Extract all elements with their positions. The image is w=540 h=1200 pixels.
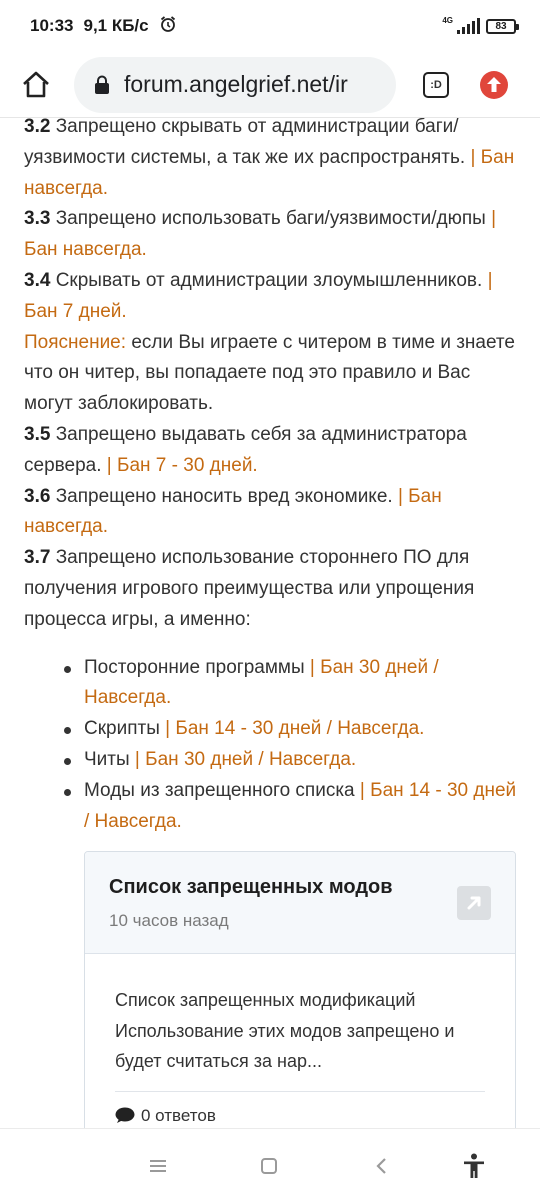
battery-icon xyxy=(486,19,516,34)
item-text: Скрипты xyxy=(84,718,160,740)
rule-3-3 xyxy=(24,204,524,266)
item-text: Посторонние программы xyxy=(84,656,305,678)
item-text: Моды из запрещенного списка xyxy=(84,779,355,801)
accessibility-icon xyxy=(462,1153,486,1179)
back-button[interactable] xyxy=(365,1149,399,1183)
rule-text: Запрещено использовать баги/уязвимости/дюпы xyxy=(55,208,486,230)
rule-3-5 xyxy=(24,420,524,482)
note-label: Пояснение: xyxy=(24,331,127,353)
address-bar[interactable] xyxy=(74,57,396,113)
network-speed: 9,1 КБ/с xyxy=(83,16,149,35)
prohibited-software-list xyxy=(24,653,524,838)
update-button[interactable] xyxy=(472,63,516,107)
home-button[interactable] xyxy=(14,63,58,107)
status-left xyxy=(30,15,177,38)
rule-3-2 xyxy=(24,118,524,204)
signal-icon xyxy=(457,18,480,34)
rule-text: Скрывать от администрации злоумышленников. xyxy=(55,269,483,291)
page-content xyxy=(0,118,540,1128)
list-item xyxy=(84,745,524,776)
rule-text: Запрещено наносить вред экономике. xyxy=(55,485,393,507)
card-timestamp: 10 часов назад xyxy=(109,911,229,930)
rule-number: 3.4 xyxy=(24,269,51,291)
rules-article xyxy=(24,118,524,837)
clock: 10:33 xyxy=(30,16,74,35)
url-text[interactable]: forum.angelgrief.net/ir xyxy=(124,71,348,97)
embedded-thread-card[interactable] xyxy=(84,851,516,1128)
home-icon xyxy=(21,70,51,100)
rule-note xyxy=(24,328,524,420)
rule-3-6 xyxy=(24,482,524,544)
rule-number: 3.2 xyxy=(24,118,51,137)
rule-penalty: | Бан навсегда. xyxy=(24,146,515,199)
rule-penalty: | Бан 7 - 30 дней. xyxy=(106,454,258,476)
system-nav-bar xyxy=(0,1128,540,1200)
rule-text: Запрещено выдавать себя за администратора сервера. xyxy=(24,423,467,476)
network-type: 4G xyxy=(442,15,453,25)
tabs-count: :D xyxy=(423,72,449,98)
rule-penalty: | Бан навсегда. xyxy=(24,485,442,538)
card-title[interactable]: Список запрещенных модов xyxy=(109,876,393,898)
home-nav-button[interactable] xyxy=(252,1149,286,1183)
external-link-icon xyxy=(463,892,485,914)
card-footer xyxy=(85,1092,515,1126)
item-text: Читы xyxy=(84,748,130,770)
rule-text: Запрещено использование стороннего ПО для получения игрового преимущества или упрощения процесса игры, а именно: xyxy=(24,547,475,630)
status-bar xyxy=(0,0,540,52)
reply-count: 0 ответов xyxy=(141,1105,216,1125)
rule-number: 3.7 xyxy=(24,547,51,569)
rule-3-7 xyxy=(24,543,524,635)
note-text: если Вы играете с читером в тиме и знаете что он читер, вы попадаете под это правило и Вас могут заблокировать. xyxy=(24,331,515,415)
battery-level: 83 xyxy=(495,20,507,32)
rule-penalty: | Бан 7 дней. xyxy=(24,269,493,322)
alarm-icon xyxy=(159,15,177,38)
rule-number: 3.6 xyxy=(24,485,51,507)
item-penalty: | Бан 30 дней / Навсегда. xyxy=(84,656,439,709)
lock-icon xyxy=(94,75,110,95)
rule-number: 3.5 xyxy=(24,423,51,445)
external-link-button[interactable] xyxy=(457,886,491,920)
card-excerpt: Список запрещенных модификаций Использование этих модов запрещено и будет считаться за нар... xyxy=(115,990,455,1071)
recents-button[interactable] xyxy=(141,1149,175,1183)
rule-3-4 xyxy=(24,266,524,328)
back-chevron-icon xyxy=(375,1157,389,1175)
item-penalty: | Бан 30 дней / Навсегда. xyxy=(134,748,357,770)
item-penalty: | Бан 14 - 30 дней / Навсегда. xyxy=(84,779,517,832)
browser-toolbar xyxy=(0,52,540,118)
rule-text: Запрещено скрывать от администрации баги/уязвимости системы, а так же их распространять. xyxy=(24,118,466,168)
list-item xyxy=(84,776,524,838)
list-item xyxy=(84,714,524,745)
card-header xyxy=(85,852,515,954)
chat-bubble-icon xyxy=(115,1107,135,1124)
rule-penalty: | Бан навсегда. xyxy=(24,208,497,261)
accessibility-button[interactable] xyxy=(457,1149,491,1183)
item-penalty: | Бан 14 - 30 дней / Навсегда. xyxy=(165,718,425,740)
status-right xyxy=(442,15,516,34)
update-arrow-icon xyxy=(479,70,509,100)
menu-icon xyxy=(149,1158,167,1174)
home-square-icon xyxy=(260,1157,278,1175)
rule-number: 3.3 xyxy=(24,208,51,230)
tabs-button[interactable] xyxy=(414,63,458,107)
list-item xyxy=(84,653,524,715)
